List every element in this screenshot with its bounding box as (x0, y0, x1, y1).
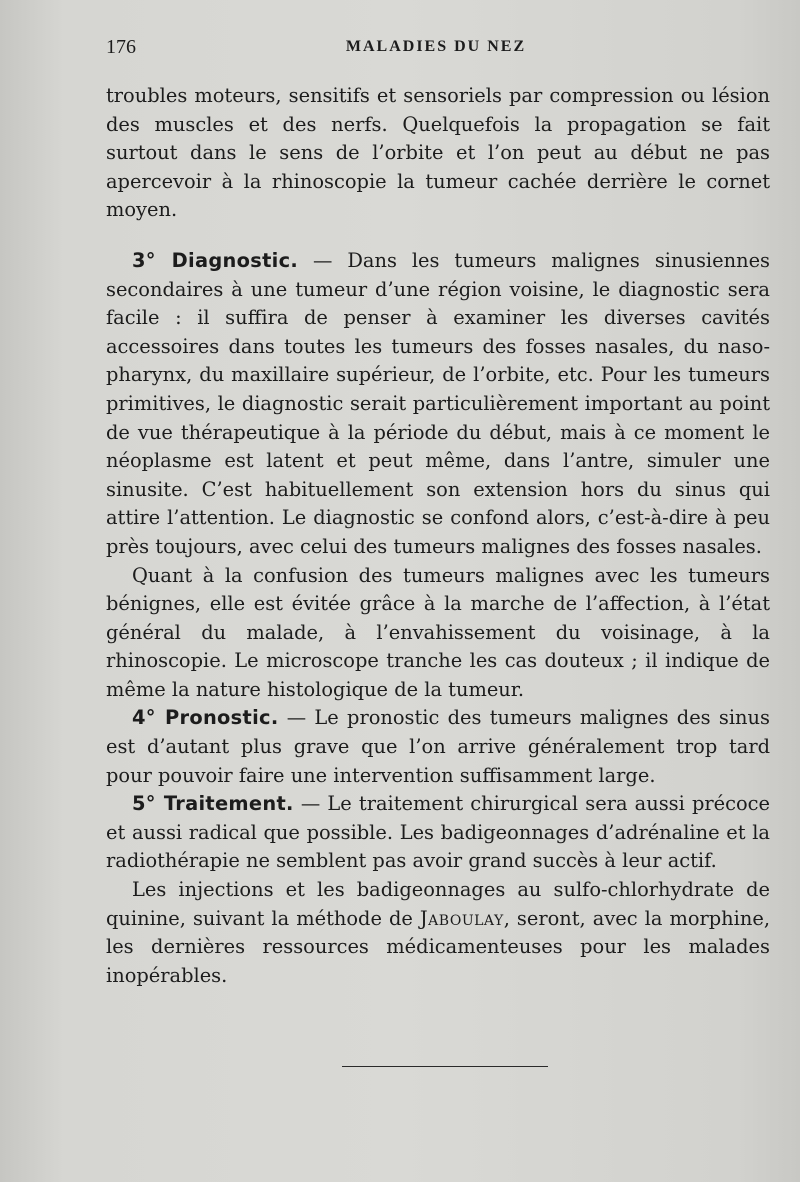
author-name-jaboulay: Jaboulay (419, 906, 504, 930)
diagnostic-text: — Dans les tumeurs malignes sinusiennes secondaires à une tumeur d’une région voisine, le diagnostic sera facile : il suffira de penser à examiner les diverses cavités accessoires dans toutes les tumeurs des fosses nasales, du naso-pharynx, du maxillaire supérieur, de l’orbite, etc. Pour les tumeurs primitives, le diagnostic serait particulièrement important au point de vue thérapeutique à la période du début, mais à ce moment le néoplasme est latent et peut même, dans l’antre, simuler une sinusite. C’est habituellement son extension hors du sinus qui attire l’attention. Le diagnostic se confond alors, c’est-à-dire à peu près toujours, avec celui des tumeurs malignes des fosses nasales. (106, 248, 770, 558)
page-header (106, 36, 766, 62)
paragraph-pronostic (106, 704, 770, 790)
injections-text-start: Les injections et les badigeonnages au sulfo-chlorhydrate de quinine, suivant la méthode de (106, 878, 770, 930)
page-number: 176 (106, 36, 136, 58)
section-title-traitement: 5° Traitement. (132, 792, 294, 816)
end-rule-divider (342, 1066, 548, 1067)
running-head: MALADIES DU NEZ (345, 38, 527, 55)
paragraph-diagnostic (106, 247, 770, 562)
section-title-diagnostic: 3° Diagnostic. (132, 248, 299, 272)
paragraph-confusion: Quant à la confusion des tumeurs malignes avec les tumeurs bénignes, elle est évitée grâce à la marche de l’affection, à l’état général du malade, à l’envahissement du voisinage, à la rhinoscopie. Le microscope tranche les cas douteux ; il indique de même la nature histologique de la tumeur. (106, 563, 770, 701)
paragraph-traitement (106, 790, 770, 876)
page-body (106, 82, 770, 990)
injections-text-end: , seront, avec la morphine, les dernières ressources médicamenteuses pour les malades inopérables. (106, 906, 771, 987)
paragraph-continuation: troubles moteurs, sensitifs et sensoriels par compression ou lésion des muscles et des nerfs. Quelquefois la propagation se fait surtout dans le sens de l’orbite et l’on peut au début ne pas apercevoir à la rhinoscopie la tumeur cachée derrière le cornet moyen. (106, 84, 770, 222)
pronostic-text: — Le pronostic des tumeurs malignes des sinus est d’autant plus grave que l’on arrive généralement trop tard pour pouvoir faire une intervention suffisamment large. (106, 706, 770, 787)
section-title-pronostic: 4° Pronostic. (132, 706, 279, 730)
traitement-text: — Le traitement chirurgical sera aussi précoce et aussi radical que possible. Les badigeonnages d’adrénaline et la radiothérapie ne semblent pas avoir grand succès à leur actif. (106, 792, 770, 873)
paragraph-injections (106, 876, 770, 990)
